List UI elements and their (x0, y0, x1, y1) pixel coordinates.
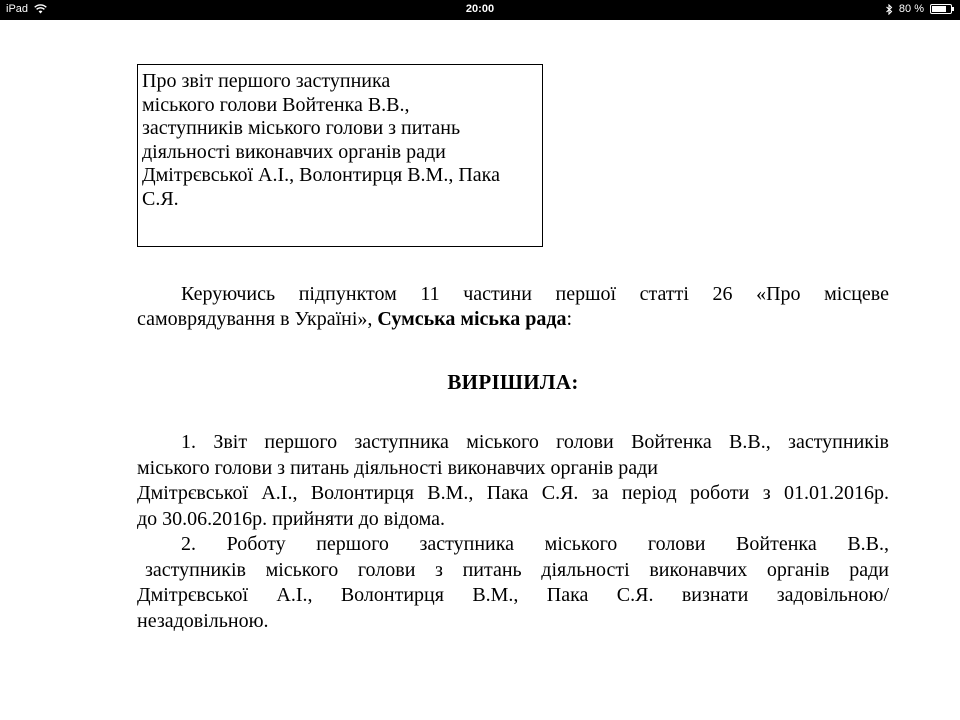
status-bar (0, 0, 960, 20)
preamble-suffix: : (566, 308, 573, 330)
decision-body (137, 430, 889, 634)
item2-line-3: Дмітрєвської А.І., Волонтирця В.М., Пака С.Я. визнати задовільною/ (137, 584, 889, 606)
device-label: iPad (6, 3, 29, 15)
subject-line: С.Я. (142, 187, 179, 210)
council-name: Сумська міська рада (377, 308, 567, 330)
clock: 20:00 (465, 3, 495, 15)
battery-icon (930, 4, 952, 14)
subject-line: Дмітрєвської А.І., Волонтирця В.М., Пака (142, 164, 500, 186)
item2-line-1: 2. Роботу першого заступника міського голови Войтенка В.В., (181, 533, 889, 555)
battery-percent: 80 % (898, 3, 924, 15)
item2-line-2: заступників міського голови з питань діяльності виконавчих органів ради (145, 558, 889, 581)
preamble-prefix: самоврядування в Україні», (137, 308, 378, 330)
preamble-paragraph (137, 282, 889, 332)
status-right (886, 3, 952, 15)
item1-line-4: до 30.06.2016р. прийняти до відома. (137, 507, 445, 530)
item1-line-3: Дмітрєвської А.І., Волонтирця В.М., Пака С.Я. за період роботи з 01.01.2016р. (137, 482, 889, 504)
preamble-line-1: Керуючись підпунктом 11 частини першої статті 26 «Про місцеве (181, 283, 889, 305)
document-page (0, 20, 960, 720)
item1-line-2: міського голови з питань діяльності виконавчих органів ради (137, 456, 658, 479)
subject-box (137, 64, 543, 247)
item2-line-4: незадовільною. (137, 609, 269, 632)
subject-line: міського голови Войтенка В.В., (142, 93, 410, 116)
decision-heading: ВИРІШИЛА: (447, 370, 579, 394)
preamble-line-2 (137, 307, 889, 332)
subject-line: заступників міського голови з питань (142, 117, 461, 139)
battery-fill (932, 6, 946, 12)
bluetooth-icon (886, 4, 893, 15)
subject-line: діяльності виконавчих органів ради (142, 140, 446, 163)
item1-line-1: 1. Звіт першого заступника міського голови Войтенка В.В., заступників (181, 431, 889, 453)
subject-line: Про звіт першого заступника (142, 70, 391, 92)
